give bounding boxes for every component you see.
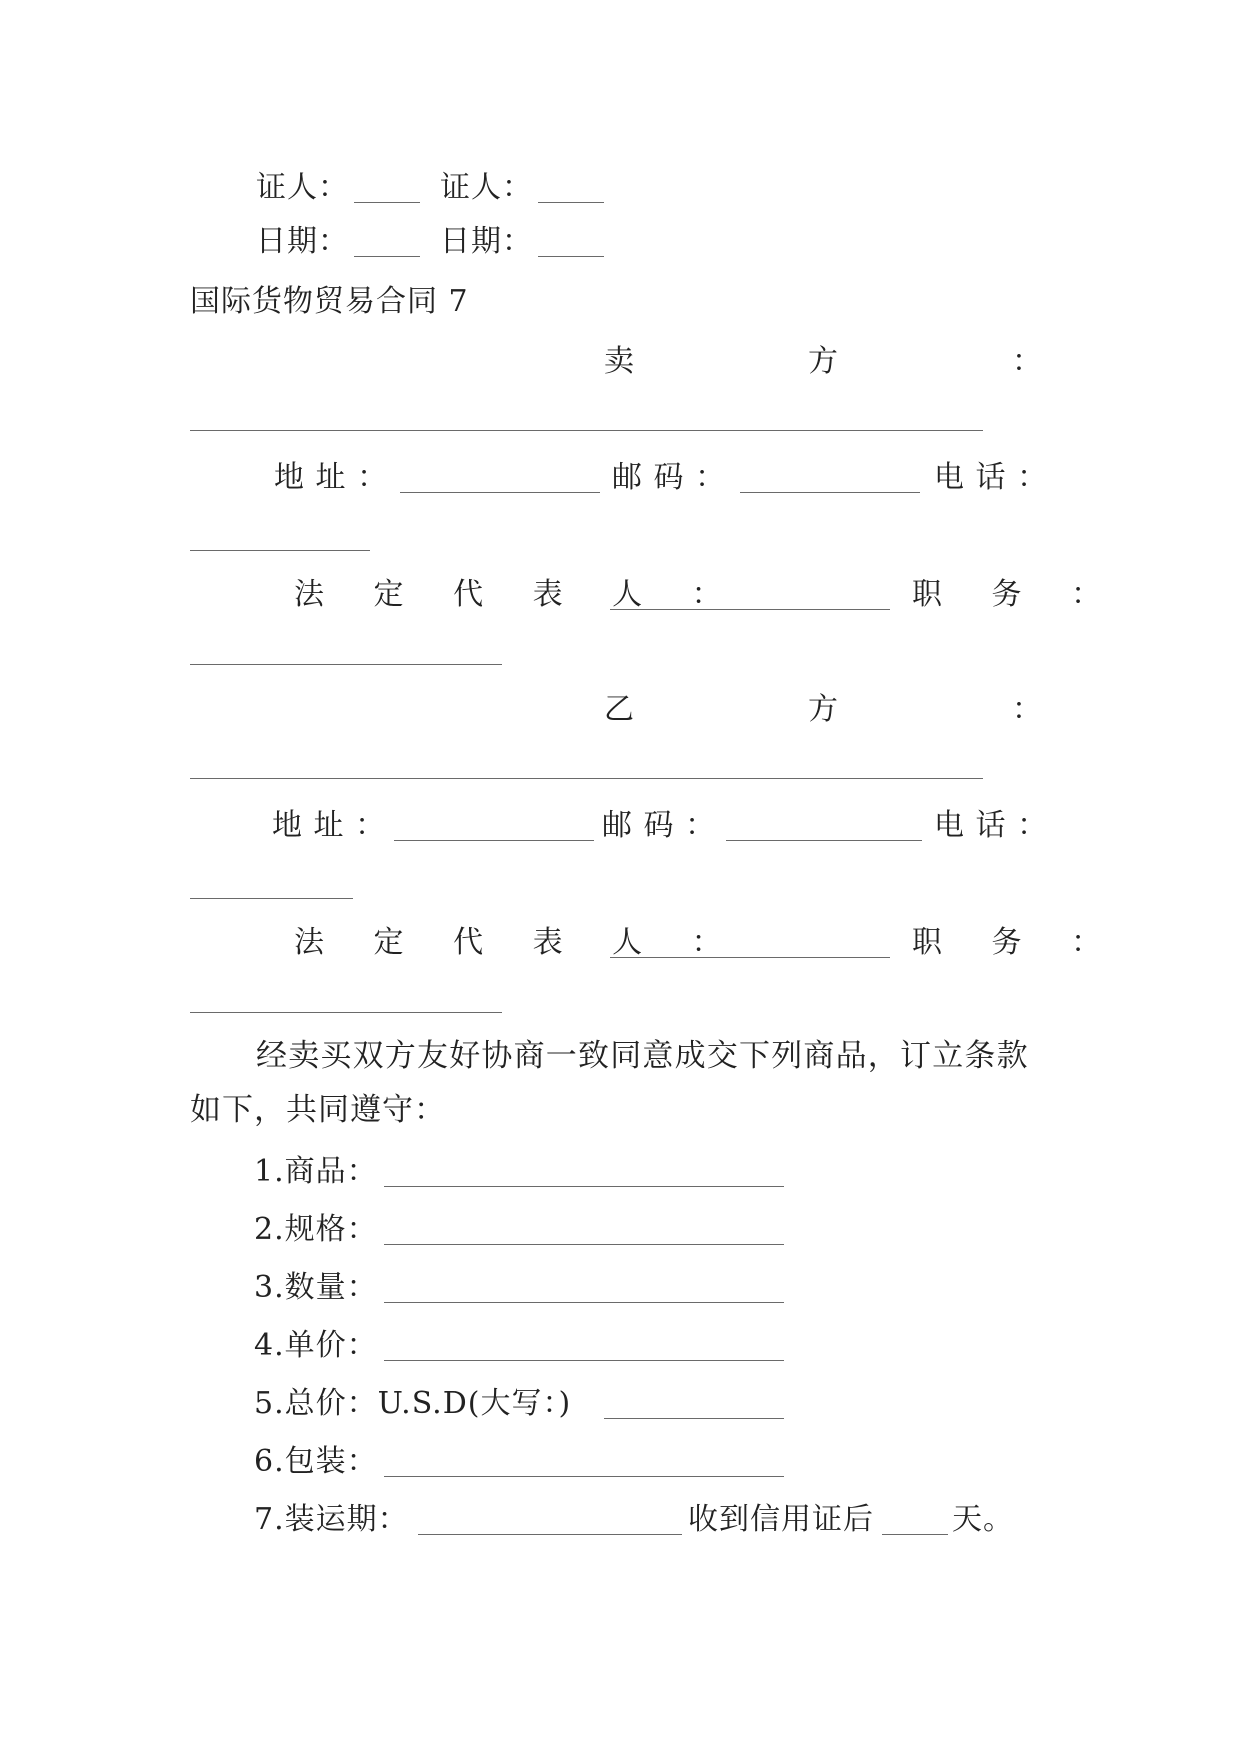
- buyer-postcode-label: 邮 码 ：: [602, 808, 717, 843]
- item-5-label: 5.总价：U.S.D(大写：): [254, 1386, 572, 1421]
- date-blank-b[interactable]: [538, 256, 604, 257]
- seller-label-char-2: 方: [808, 344, 839, 379]
- item-7-blank[interactable]: [418, 1534, 682, 1535]
- item-4-blank[interactable]: [384, 1360, 784, 1361]
- contract-title: 国际货物贸易合同 7: [190, 284, 469, 319]
- shipment-day-unit: 天。: [952, 1502, 1014, 1537]
- buyer-label-char-2: 方: [808, 692, 839, 727]
- seller-phone-blank[interactable]: [190, 550, 370, 551]
- item-1-label: 1.商品：: [254, 1154, 378, 1189]
- date-label-a: 日期：: [256, 224, 349, 259]
- seller-postcode-label: 邮 码 ：: [612, 460, 727, 495]
- buyer-address-blank[interactable]: [394, 840, 594, 841]
- buyer-label-colon: ：: [1012, 692, 1043, 727]
- seller-title-blank[interactable]: [190, 664, 502, 665]
- seller-rep-blank[interactable]: [610, 609, 890, 610]
- intro-line-1: 经卖买双方友好协商一致同意成交下列商品，订立条款: [256, 1038, 1029, 1074]
- buyer-rep-label: 法 定 代 表 人 ：: [294, 925, 742, 960]
- buyer-title-label: 职 务 ：: [912, 925, 1122, 960]
- shipment-days-blank[interactable]: [882, 1534, 948, 1535]
- buyer-label-char-1: 乙: [604, 692, 635, 727]
- intro-line-2: 如下，共同遵守：: [190, 1092, 446, 1128]
- seller-phone-label: 电 话 ：: [934, 460, 1049, 495]
- item-2-label: 2.规格：: [254, 1212, 378, 1247]
- buyer-name-blank[interactable]: [190, 778, 983, 779]
- seller-label-colon: ：: [1012, 344, 1043, 379]
- buyer-address-label: 地 址 ：: [272, 808, 387, 843]
- item-3-blank[interactable]: [384, 1302, 784, 1303]
- buyer-postcode-blank[interactable]: [726, 840, 922, 841]
- shipment-after-text: 收到信用证后: [688, 1502, 874, 1537]
- buyer-title-blank[interactable]: [190, 1012, 502, 1013]
- buyer-phone-label: 电 话 ：: [934, 808, 1049, 843]
- buyer-phone-blank[interactable]: [190, 898, 353, 899]
- seller-label-char-1: 卖: [604, 344, 635, 379]
- item-2-blank[interactable]: [384, 1244, 784, 1245]
- seller-postcode-blank[interactable]: [740, 492, 920, 493]
- item-7-label: 7.装运期：: [254, 1502, 409, 1537]
- seller-address-blank[interactable]: [400, 492, 600, 493]
- seller-rep-label: 法 定 代 表 人 ：: [294, 577, 742, 612]
- item-5-blank[interactable]: [604, 1418, 784, 1419]
- item-3-label: 3.数量：: [254, 1270, 378, 1305]
- seller-name-blank[interactable]: [190, 430, 983, 431]
- date-blank-a[interactable]: [354, 256, 420, 257]
- witness-label-b: 证人：: [440, 170, 533, 205]
- item-1-blank[interactable]: [384, 1186, 784, 1187]
- item-4-label: 4.单价：: [254, 1328, 378, 1363]
- witness-blank-a[interactable]: [354, 202, 420, 203]
- witness-label-a: 证人：: [256, 170, 349, 205]
- witness-blank-b[interactable]: [538, 202, 604, 203]
- seller-title-label: 职 务 ：: [912, 577, 1122, 612]
- item-6-label: 6.包装：: [254, 1444, 378, 1479]
- item-6-blank[interactable]: [384, 1476, 784, 1477]
- seller-address-label: 地 址 ：: [274, 460, 389, 495]
- date-label-b: 日期：: [440, 224, 533, 259]
- buyer-rep-blank[interactable]: [610, 957, 890, 958]
